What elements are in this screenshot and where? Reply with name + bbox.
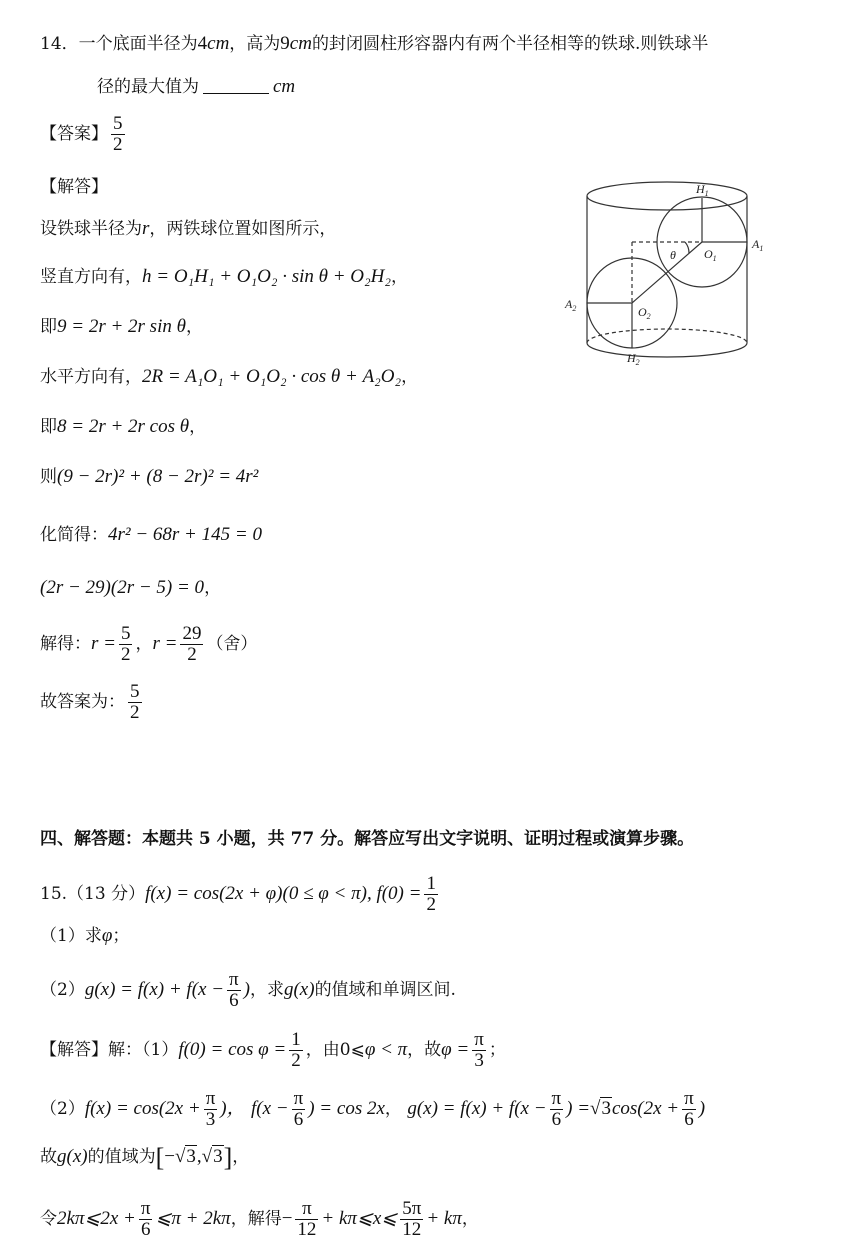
s-l9-num1: 5: [120, 623, 131, 644]
s-l7b: 4r² − 68r + 145 = 0: [108, 524, 262, 545]
q15-p2-frac: [227, 970, 241, 1011]
q15-p2c: ): [243, 979, 250, 1000]
q15-s3a: 故: [40, 1147, 57, 1167]
q15-s2-den2: 6: [293, 1109, 304, 1130]
q15-p1b: φ: [101, 925, 113, 946]
q15-s2-num1: π: [205, 1088, 216, 1109]
q15-s3-minus: −: [164, 1146, 175, 1167]
q15-solution-3: [40, 1143, 250, 1172]
q15-s3-comma: ,: [196, 1146, 202, 1167]
q15-s1-frac2: [472, 1030, 486, 1071]
q15-s1c: ，由0⩽: [305, 1040, 365, 1060]
q15-s4-num1: π: [140, 1198, 151, 1219]
q15-p2-num: π: [229, 969, 239, 990]
s-l9-num2: 29: [182, 623, 202, 644]
q15-s2k: ): [698, 1098, 706, 1119]
q15-s4h: ，: [461, 1209, 479, 1229]
q15-s2-num2: π: [293, 1088, 304, 1109]
q15-solution-2: [40, 1089, 705, 1130]
q15-s2-frac3: [550, 1089, 564, 1130]
s-l4a: 水平方向有，: [40, 367, 142, 387]
q15-line1: [40, 874, 441, 915]
q15-s4b: 2kπ⩽2x +: [57, 1208, 136, 1229]
s-l9a: 解得：: [40, 634, 91, 654]
s-l9-den2: 2: [187, 644, 197, 665]
s-l6a: 则: [40, 467, 57, 487]
q15-s2-sqrt: √3: [590, 1098, 611, 1119]
q15-s4-den1: 6: [140, 1219, 151, 1240]
q15-s4-num2: π: [295, 1199, 318, 1220]
solution-line-4: [40, 366, 418, 388]
fig-label-theta: θ: [670, 248, 676, 262]
q15-s4-num3: 5π: [402, 1198, 422, 1219]
q15-s1-frac1: [289, 1030, 303, 1071]
fig-label-A1: $A_1$: [752, 237, 764, 253]
s-l9b: r =: [91, 633, 116, 654]
s-l2a: 竖直方向有，: [40, 267, 142, 287]
q15-s2-frac1: [204, 1089, 218, 1130]
q15-p1c: ；: [112, 926, 130, 946]
q15-s4c: ⩽π + 2kπ: [155, 1208, 231, 1229]
q15-frac-den: 2: [426, 894, 436, 915]
q15-p1: （1）求: [40, 926, 102, 946]
s-l6b: (9 − 2r)² + (8 − 2r)² = 4r²: [57, 466, 259, 487]
q15-s3-sqrt1: √3: [174, 1146, 196, 1167]
s-l9-frac1: [119, 624, 133, 665]
q14-unit-1: cm: [207, 33, 230, 54]
s-l3b: 9 = 2r + 2r sin θ: [57, 316, 186, 337]
q15-s2b: f(x) = cos(2x +: [84, 1098, 201, 1119]
q14-number: 14．: [40, 34, 79, 54]
s-l8b: (2r − 29)(2r − 5) = 0: [40, 577, 205, 598]
q15-s2-frac2: [292, 1089, 306, 1130]
q15-s-label: 【解答】: [40, 1040, 108, 1060]
s-l5c: ，: [189, 417, 207, 437]
q14-height: 9: [280, 33, 290, 54]
q15-s1h: ；: [488, 1040, 506, 1060]
q15-p2-den: 6: [229, 990, 239, 1011]
q15-frac: [424, 874, 438, 915]
s-l4c: ，: [401, 367, 419, 387]
q15-s4-frac3: [400, 1199, 423, 1240]
answer-denominator: 2: [113, 134, 123, 155]
q15-part1: [40, 925, 129, 947]
q14-text-4: 径的最大值为: [97, 77, 199, 97]
q15-s4g: + kπ: [426, 1208, 462, 1229]
q15-s2-den3: 6: [551, 1109, 562, 1130]
answer-numerator: 5: [113, 113, 123, 134]
q15-s3c: 的值域为: [87, 1147, 156, 1167]
fig-label-H1: $H_1$: [696, 182, 709, 198]
q14-text-1: 一个底面半径为: [78, 34, 198, 54]
q15-s2-root: 3: [601, 1098, 611, 1119]
solution-line-2: [40, 266, 408, 288]
q15-s3-sqrt2: √3: [201, 1146, 223, 1167]
q15-number: 15.（13 分）: [40, 884, 146, 904]
q15-part2: [40, 970, 456, 1011]
q15-s2-den4: 6: [684, 1109, 694, 1130]
q15-p2: （2）: [40, 980, 85, 1000]
s-l9-den1: 2: [120, 644, 131, 665]
q15-s2h: g(x) = f(x) + f(x −: [407, 1098, 547, 1119]
q15-s2f: ) = cos 2x: [308, 1098, 385, 1119]
s-l8c: ，: [204, 578, 222, 598]
q15-solution-4: [40, 1199, 479, 1240]
q15-s3-root1: 3: [186, 1146, 196, 1167]
q14-radius: 4: [197, 33, 208, 54]
s-l3c: ，: [185, 317, 203, 337]
solution-line-7: [40, 524, 262, 546]
q15-s2i: ) =: [566, 1098, 591, 1119]
s-l2c: ，: [390, 267, 408, 287]
q15-s2j: cos(2x +: [611, 1098, 680, 1119]
q15-s4e: −: [281, 1208, 293, 1229]
s-l10-den: 2: [130, 702, 140, 723]
q14-text-3: 的封闭圆柱形容器内有两个半径相等的铁球.则铁球半: [311, 34, 709, 54]
q15-s2-frac4: [682, 1089, 696, 1130]
q15-s3d: ，: [232, 1147, 250, 1167]
q15-s4-frac2: [295, 1199, 318, 1240]
solution-line-3: [40, 316, 203, 338]
s-l4b: 2R = A₁O₁ + O₁O₂ · cos θ + A₂O₂: [142, 366, 402, 387]
s-l9f: （舍）: [206, 634, 258, 654]
s-l10a: 故答案为：: [40, 692, 125, 712]
q15-s1-num1: 1: [291, 1029, 301, 1050]
q15-s4-frac1: [139, 1199, 153, 1240]
fig-label-A2: $A_2$: [565, 297, 577, 313]
q15-p2f: g(x): [283, 979, 315, 1000]
answer-label: 【答案】: [40, 124, 108, 144]
q15-s3-lbracket: [: [155, 1143, 165, 1172]
q15-expr: f(x) = cos(2x + φ)(0 ≤ φ < π), f(0) =: [145, 883, 422, 904]
q14-unit-2: cm: [289, 33, 312, 54]
section-4-heading: 四、解答题：本题共 5 小题，共 77 分。解答应写出文字说明、证明过程或演算步骤。: [40, 829, 695, 849]
fig-label-H2: $H_2$: [627, 351, 640, 367]
q15-s1e: φ < π: [364, 1039, 408, 1060]
s-l9-frac2: [180, 624, 203, 665]
s-l10-frac: [128, 682, 142, 723]
solution-line-8: [40, 577, 221, 599]
q14-unit-answer: cm: [273, 76, 296, 97]
s-l3a: 即: [40, 317, 57, 337]
answer-blank: [203, 77, 269, 94]
q15-s1f: ，故: [407, 1040, 442, 1060]
q15-s2c: )，: [220, 1098, 246, 1119]
answer-fraction: [111, 114, 125, 155]
s-l1b: r: [142, 218, 150, 239]
q15-s3b: g(x): [57, 1146, 88, 1167]
s-l5b: 8 = 2r + 2r cos θ: [57, 416, 190, 437]
s-l1a: 设铁球半径为: [40, 219, 142, 239]
q15-s1-den1: 2: [291, 1050, 301, 1071]
fig-label-O1: $O_1$: [704, 247, 717, 263]
solution-line-5: [40, 416, 206, 438]
q15-p2g: 的值域和单调区间.: [314, 980, 456, 1000]
fig-label-O2: $O_2$: [638, 305, 651, 321]
q15-s1g: φ =: [441, 1039, 470, 1060]
solution-line-6: [40, 466, 258, 488]
q15-p2e: ，求: [249, 980, 284, 1000]
s-l1c: ，两铁球位置如图所示，: [149, 219, 337, 239]
q15-s4-den3: 12: [402, 1219, 422, 1240]
q15-s1b: f(0) = cos φ =: [178, 1039, 287, 1060]
solution-label: 【解答】: [40, 177, 108, 197]
answer-line: [40, 114, 128, 155]
q15-s2-num4: π: [684, 1088, 694, 1109]
q15-s1-num2: π: [474, 1029, 484, 1050]
q15-s4-den2: 12: [297, 1219, 317, 1240]
q15-s2a: （2）: [40, 1099, 85, 1119]
q15-s3-rbracket: ]: [223, 1143, 233, 1172]
q15-s1-den2: 3: [474, 1050, 484, 1071]
solution-line-10: [40, 682, 145, 723]
solution-line-9: [40, 624, 257, 665]
q15-frac-num: 1: [426, 873, 436, 894]
s-l5a: 即: [40, 417, 57, 437]
q15-s4f: + kπ⩽x⩽: [321, 1208, 398, 1229]
q15-s4a: 令: [40, 1209, 57, 1229]
q15-s3-root2: 3: [213, 1146, 223, 1167]
q14-line2: [97, 76, 295, 98]
s-l9c: ，: [135, 634, 153, 654]
q15-s2e: f(x −: [251, 1098, 289, 1119]
q14-text-2: ，高为: [229, 34, 281, 54]
solution-line-1: [40, 218, 336, 240]
q14-line1: [40, 33, 708, 55]
q15-s2-den1: 3: [205, 1109, 216, 1130]
s-l2b: h = O₁H₁ + O₁O₂ · sin θ + O₂H₂: [142, 266, 391, 287]
q15-p2b: g(x) = f(x) + f(x −: [84, 979, 225, 1000]
s-l9e: r =: [152, 633, 178, 654]
q15-s2-num3: π: [551, 1088, 562, 1109]
s-l7a: 化简得：: [40, 525, 108, 545]
q15-s2g: ，: [384, 1099, 402, 1119]
q15-solution-1: [40, 1030, 506, 1071]
q15-s1a: 解：（1）: [108, 1040, 179, 1060]
cylinder-figure: [560, 178, 772, 368]
s-l10-num: 5: [130, 681, 140, 702]
q15-s4d: ，解得: [230, 1209, 282, 1229]
